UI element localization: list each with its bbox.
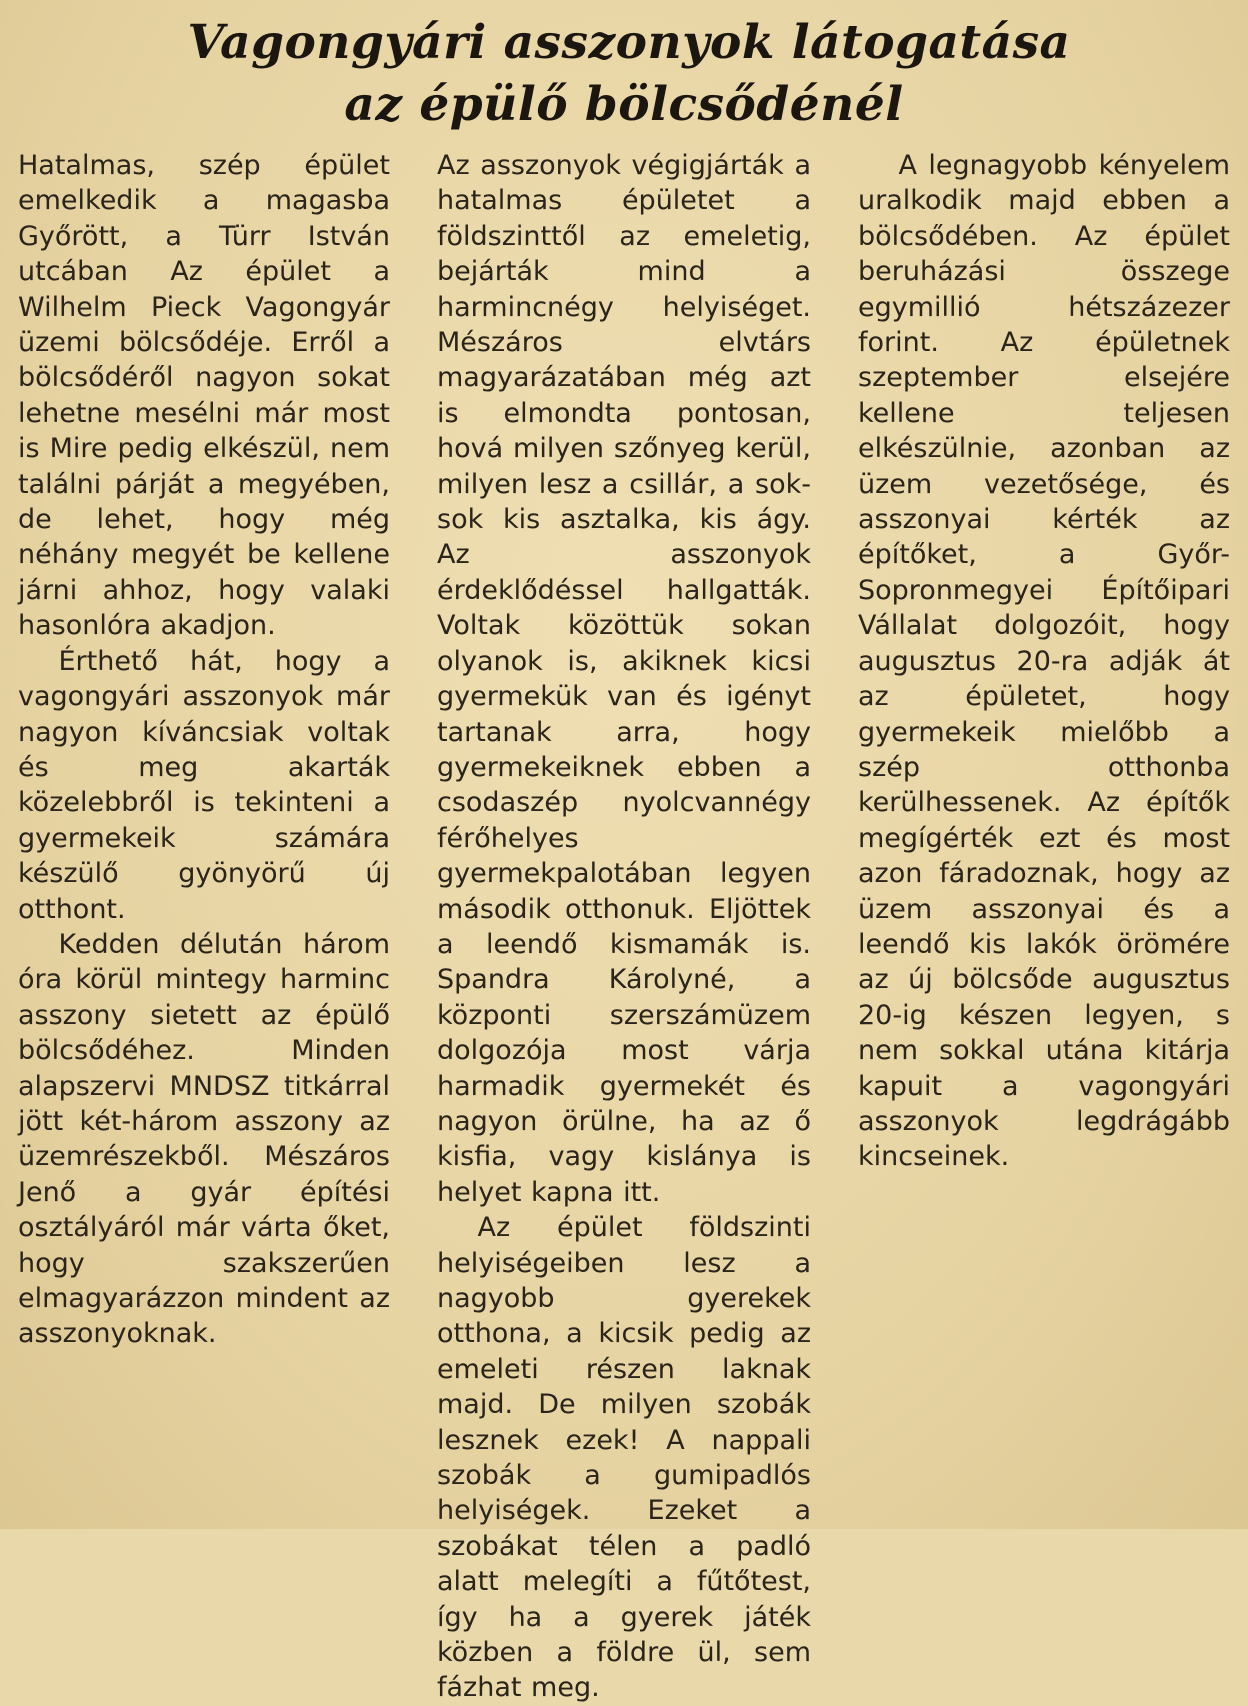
article-paragraph: Az asszonyok végigjárták a hatalmas épületet a földszinttől az emeletig, bejárták mind a harmincnégy helyiséget. Mészáros elvtárs magyarázatában még azt is elmondta pontosan, hová milyen szőnyeg kerül, milyen lesz a csillár, a sok-sok kis asztalka, kis ágy. Az asszonyok érdeklődéssel hallgatták. Voltak közöttük sokan olyanok is, akiknek kicsi gyermekük van és igényt tartanak arra, hogy gyermekeiknek ebben a csodaszép nyolcvannégy férőhelyes gyermekpalotában legyen második otthonuk. Eljöttek a leendő kismamák is. Spandra Károlyné, a központi szerszámüzem dolgozója most várja harmadik gyermekét és nagyon örülne, ha az ő kisfia, vagy kislánya is helyet kapna itt. [437, 150, 811, 1208]
article-headline [0, 12, 1248, 136]
column-1 [18, 148, 390, 1518]
headline-block [0, 12, 1248, 136]
column-3 [858, 148, 1230, 1518]
column-2 [437, 148, 811, 1704]
article-paragraph: Érthető hát, hogy a vagongyári asszonyok már nagyon kíváncsiak voltak és meg akarták közelebbről is tekinteni a gyermekeik számára készülő gyönyörű új otthont. [18, 645, 390, 925]
article-paragraph: Az épület földszinti helyiségeiben lesz a nagyobb gyerekek otthona, a kicsik pedig az emeleti részen laknak majd. De milyen szobák lesznek ezek! A nappali szobák a gumipadlós helyiségek. Ezeket a szobákat télen a padló alatt melegíti a fűtőtest, így ha a gyerek játék közben a földre ül, sem fázhat meg. [437, 1212, 811, 1704]
headline-line-2: az épülő bölcsődénél [344, 77, 904, 132]
article-paragraph: A legnagyobb kényelem uralkodik majd ebben a bölcsődében. Az épület beruházási összege egymillió hétszázezer forint. Az épületnek szeptember elsejére kellene teljesen elkészülnie, azonban az üzem vezetősége, és asszonyai kérték az építőket, a Győr-Sopronmegyei Építőipari Vállalat dolgozóit, hogy augusztus 20-ra adják át az épületet, hogy gyermekeik mielőbb a szép otthonba kerülhessenek. Az építők megígérték ezt és most azon fáradoznak, hogy az üzem asszonyai és a leendő kis lakók örömére az új bölcsőde augusztus 20-ig készen legyen, s nem sokkal utána kitárja kapuit a vagongyári asszonyok legdrágább kincseinek. [858, 150, 1230, 1173]
article-paragraph: Hatalmas, szép épület emelkedik a magasba Győrött, a Türr István utcában Az épület a Wilhelm Pieck Vagongyár üzemi bölcsődéje. Erről a bölcsődéről nagyon sokat lehetne mesélni már most is Mire pedig elkészül, nem találni párját a megyében, de lehet, hogy még néhány megyét be kellene járni ahhoz, hogy valaki hasonlóra akadjon. [18, 150, 390, 642]
headline-line-1: Vagongyári asszonyok látogatása [187, 15, 1071, 70]
article-paragraph: Kedden délután három óra körül mintegy harminc asszony sietett az épülő bölcsődéhez. Minden alapszervi MNDSZ titkárral jött két-három asszony az üzemrészekből. Mészáros Jenő a gyár építési osztályáról már várta őket, hogy szakszerűen elmagyarázzon mindent az asszonyoknak. [18, 928, 390, 1350]
article-columns [18, 148, 1230, 1704]
